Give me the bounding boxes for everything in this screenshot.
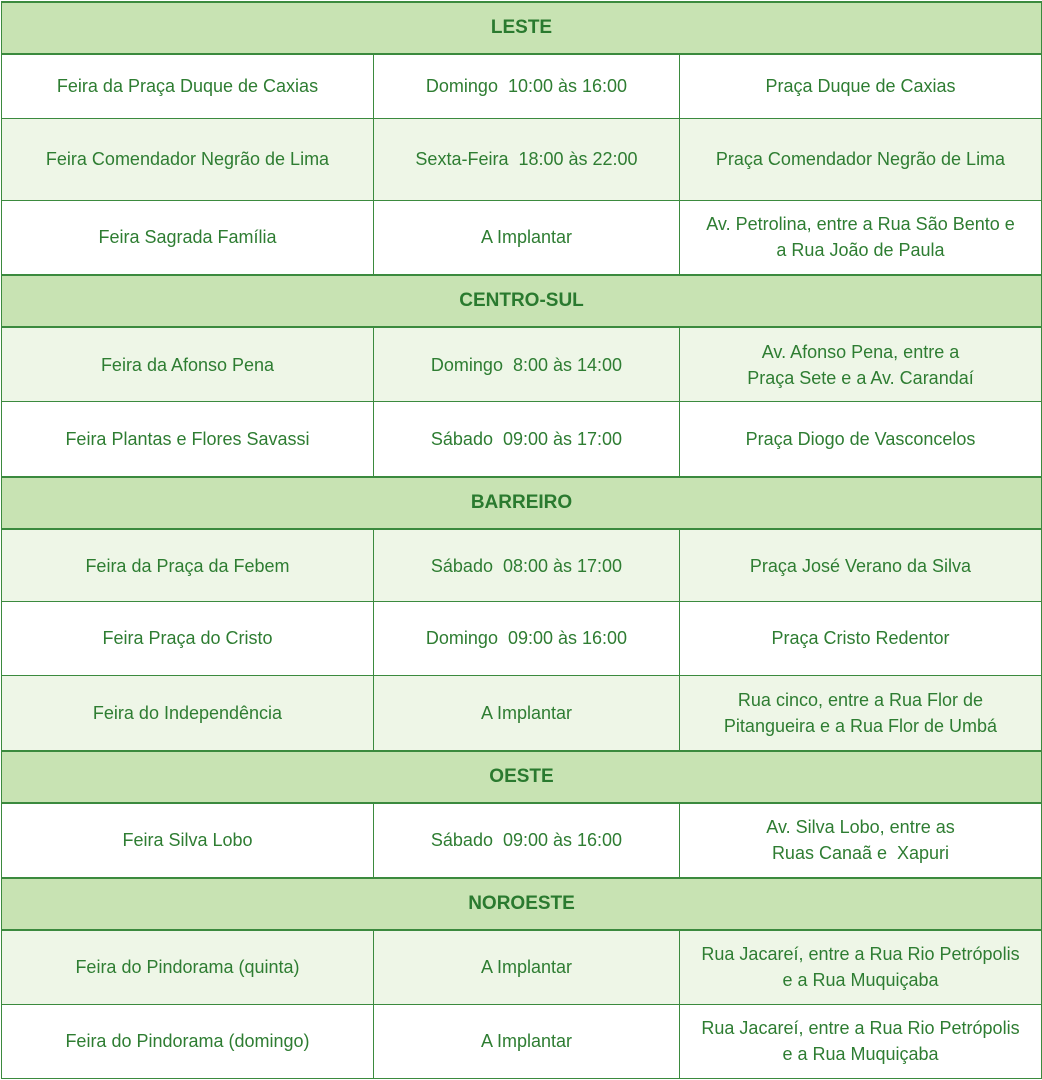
fair-row: [2, 601, 1042, 675]
fair-location: [680, 327, 1042, 402]
fair-name: Feira Silva Lobo: [2, 803, 374, 878]
fair-name: Feira da Praça da Febem: [2, 529, 374, 601]
fair-row: [2, 676, 1042, 751]
fair-location: [680, 54, 1042, 118]
fair-name: Feira Plantas e Flores Savassi: [2, 402, 374, 477]
fair-row: [2, 1004, 1042, 1078]
fair-row: [2, 930, 1042, 1004]
fair-location: [680, 930, 1042, 1004]
fair-name: Feira do Pindorama (quinta): [2, 930, 374, 1004]
fair-row: [2, 529, 1042, 601]
fair-row: [2, 54, 1042, 118]
fair-schedule: Sexta-Feira 18:00 às 22:00: [374, 118, 680, 200]
fair-row: [2, 200, 1042, 274]
fair-schedule: A Implantar: [374, 930, 680, 1004]
fair-location-line: Av. Petrolina, entre a Rua São Bento e: [706, 214, 1015, 235]
region-header-row: [2, 477, 1042, 529]
fair-row: [2, 118, 1042, 200]
fair-schedule: Domingo 8:00 às 14:00: [374, 327, 680, 402]
region-name: BARREIRO: [2, 477, 1042, 529]
fairs-table-container: [1, 1, 1041, 1079]
fair-location: [680, 803, 1042, 878]
fair-location-line: Praça Diogo de Vasconcelos: [745, 429, 976, 450]
fair-location-line: Praça Cristo Redentor: [771, 628, 950, 649]
fair-location-line: Praça Sete e a Av. Carandaí: [747, 367, 974, 388]
fair-schedule: Domingo 09:00 às 16:00: [374, 601, 680, 675]
fair-row: [2, 803, 1042, 878]
region-name: CENTRO-SUL: [2, 275, 1042, 327]
fair-schedule: A Implantar: [374, 1004, 680, 1078]
region-name: LESTE: [2, 2, 1042, 54]
fair-schedule: Sábado 08:00 às 17:00: [374, 529, 680, 601]
fair-location: [680, 402, 1042, 477]
fair-name: Feira do Independência: [2, 676, 374, 751]
fair-location: [680, 601, 1042, 675]
fair-location-line: Praça Duque de Caxias: [765, 76, 956, 97]
fair-location: [680, 200, 1042, 274]
region-header-row: [2, 751, 1042, 803]
fair-location-line: Praça Comendador Negrão de Lima: [715, 149, 1006, 170]
fair-schedule: A Implantar: [374, 676, 680, 751]
region-name: NOROESTE: [2, 878, 1042, 930]
fair-location-line: Rua Jacareí, entre a Rua Rio Petrópolis: [701, 944, 1020, 965]
region-header-row: [2, 878, 1042, 930]
fair-row: [2, 327, 1042, 402]
fair-row: [2, 402, 1042, 477]
fair-location-line: Av. Silva Lobo, entre as: [766, 817, 955, 838]
region-name: OESTE: [2, 751, 1042, 803]
fair-schedule: Domingo 10:00 às 16:00: [374, 54, 680, 118]
fair-name: Feira do Pindorama (domingo): [2, 1004, 374, 1078]
fair-schedule: Sábado 09:00 às 16:00: [374, 803, 680, 878]
fair-location-line: Av. Afonso Pena, entre a: [761, 341, 960, 362]
fair-schedule: A Implantar: [374, 200, 680, 274]
fair-name: Feira Praça do Cristo: [2, 601, 374, 675]
fair-name: Feira Comendador Negrão de Lima: [2, 118, 374, 200]
fairs-table-body: [2, 2, 1042, 1079]
fair-location: [680, 118, 1042, 200]
fair-location-line: e a Rua Muquiçaba: [782, 970, 939, 991]
fair-location: [680, 676, 1042, 751]
fairs-table: [1, 1, 1042, 1079]
fair-schedule: Sábado 09:00 às 17:00: [374, 402, 680, 477]
fair-name: Feira da Praça Duque de Caxias: [2, 54, 374, 118]
fair-location-line: a Rua João de Paula: [776, 240, 945, 261]
fair-location-line: e a Rua Muquiçaba: [782, 1044, 939, 1065]
fair-location-line: Ruas Canaã e Xapuri: [771, 843, 950, 864]
fair-location-line: Rua Jacareí, entre a Rua Rio Petrópolis: [701, 1018, 1020, 1039]
fair-name: Feira da Afonso Pena: [2, 327, 374, 402]
fair-location-line: Praça José Verano da Silva: [749, 555, 972, 576]
fair-location-line: Rua cinco, entre a Rua Flor de: [737, 689, 984, 710]
fair-location-line: Pitangueira e a Rua Flor de Umbá: [723, 715, 998, 736]
fair-location: [680, 1004, 1042, 1078]
region-header-row: [2, 2, 1042, 54]
fair-location: [680, 529, 1042, 601]
region-header-row: [2, 275, 1042, 327]
fair-name: Feira Sagrada Família: [2, 200, 374, 274]
